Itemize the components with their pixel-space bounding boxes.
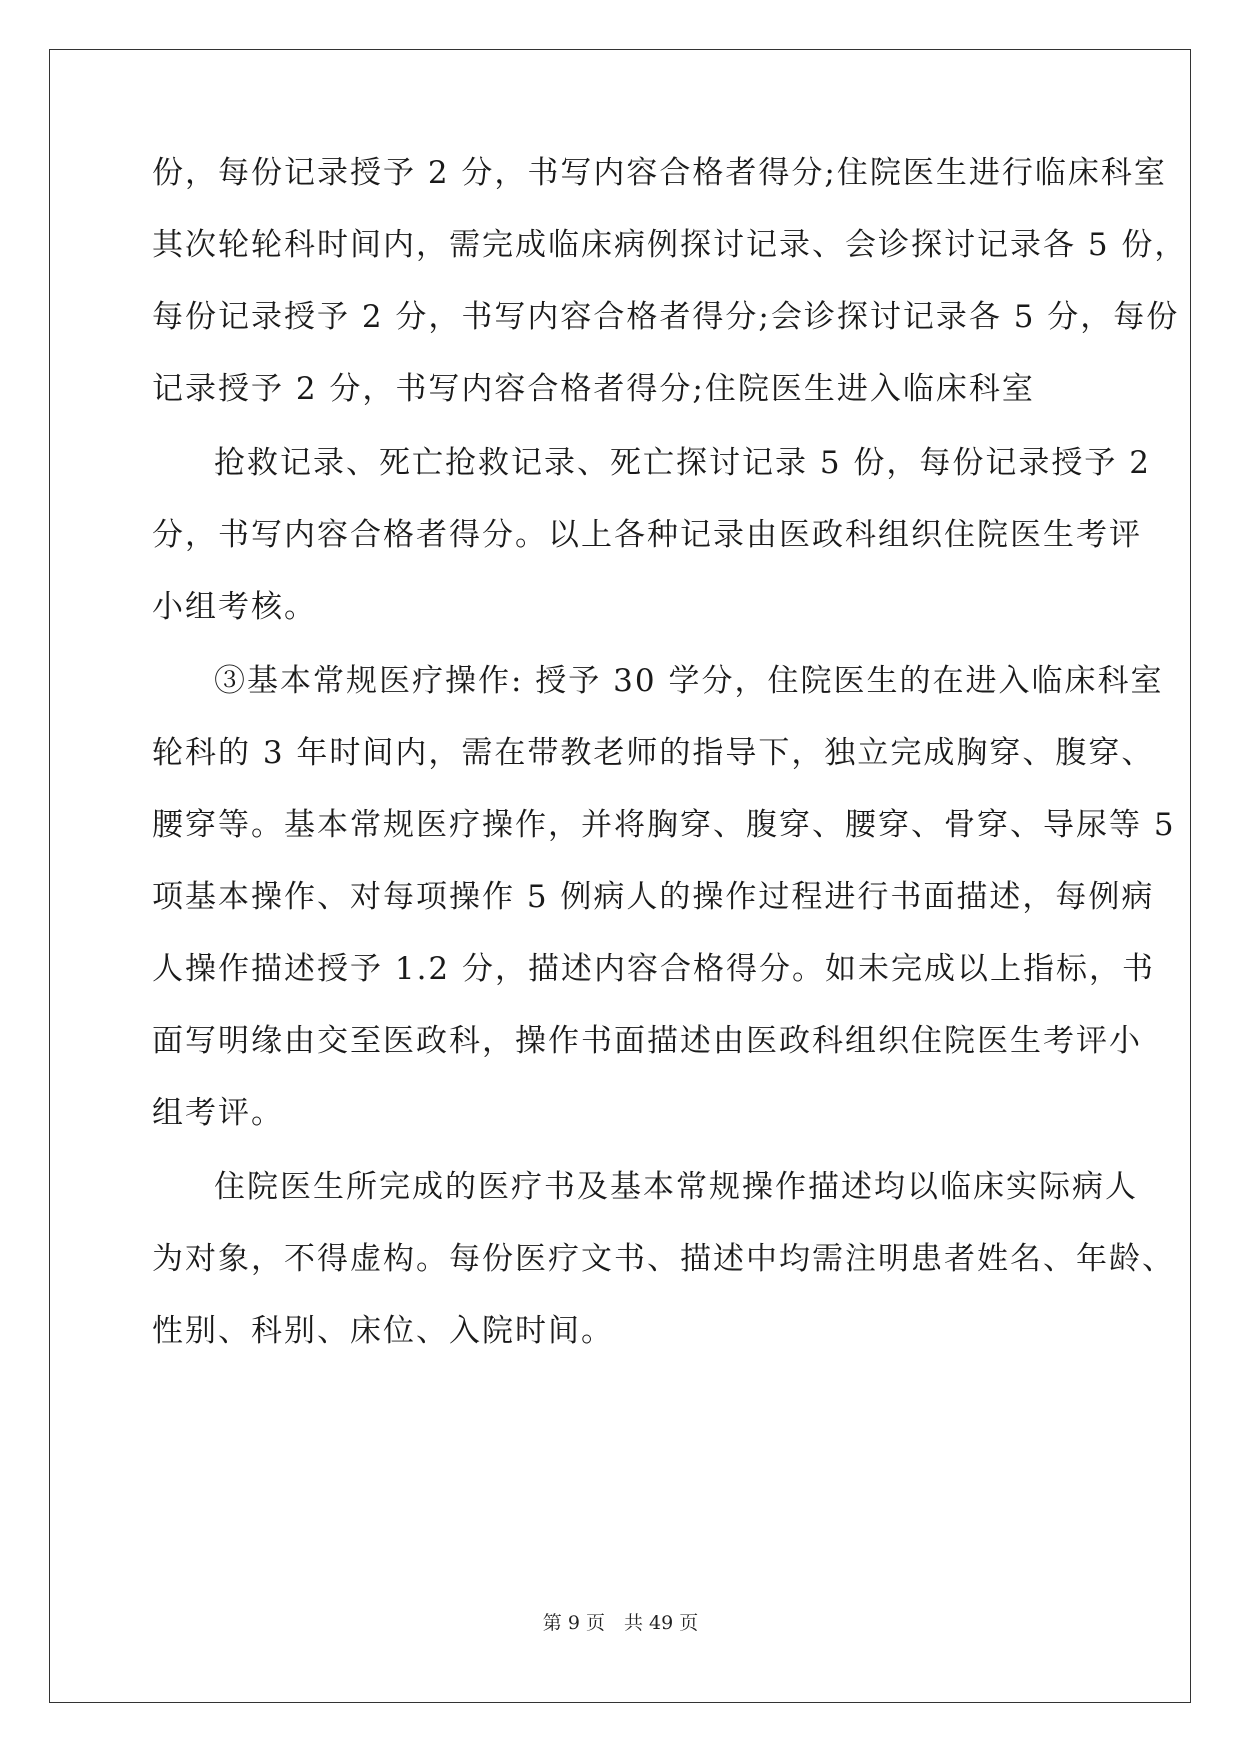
- paragraph-4-line-3: 性别、科别、床位、入院时间。: [152, 1313, 614, 1349]
- paragraph-1-line-3: 每份记录授予 2 分，书写内容合格者得分;会诊探讨记录各 5 分，每份: [152, 299, 1180, 335]
- page-number-footer: 第 9 页 共 49 页: [542, 1612, 699, 1634]
- paragraph-3-line-3: 腰穿等。基本常规医疗操作，并将胸穿、腹穿、腰穿、骨穿、导尿等 5: [152, 807, 1176, 843]
- paragraph-2-line-2: 分，书写内容合格者得分。以上各种记录由医政科组织住院医生考评: [152, 517, 1142, 553]
- paragraph-3-line-7: 组考评。: [152, 1095, 284, 1131]
- paragraph-1-line-2: 其次轮轮科时间内，需完成临床病例探讨记录、会诊探讨记录各 5 份，: [152, 227, 1188, 263]
- paragraph-3-line-6: 面写明缘由交至医政科，操作书面描述由医政科组织住院医生考评小: [152, 1023, 1142, 1059]
- paragraph-4-line-2: 为对象，不得虚构。每份医疗文书、描述中均需注明患者姓名、年龄、: [152, 1241, 1175, 1277]
- paragraph-1-line-1: 份，每份记录授予 2 分，书写内容合格者得分;住院医生进行临床科室: [152, 155, 1167, 191]
- paragraph-2-line-1: 抢救记录、死亡抢救记录、死亡探讨记录 5 份，每份记录授予 2: [214, 445, 1152, 481]
- paragraph-4-line-1: 住院医生所完成的医疗书及基本常规操作描述均以临床实际病人: [214, 1169, 1138, 1205]
- paragraph-2-line-3: 小组考核。: [152, 589, 317, 625]
- paragraph-3-line-4: 项基本操作、对每项操作 5 例病人的操作过程进行书面描述，每例病: [152, 879, 1155, 915]
- paragraph-1-line-4: 记录授予 2 分，书写内容合格者得分;住院医生进入临床科室: [152, 371, 1035, 407]
- paragraph-3-line-2: 轮科的 3 年时间内，需在带教老师的指导下，独立完成胸穿、腹穿、: [152, 735, 1155, 771]
- paragraph-3-line-5: 人操作描述授予 1.2 分，描述内容合格得分。如未完成以上指标，书: [152, 951, 1156, 987]
- paragraph-3-line-1: ③基本常规医疗操作: 授予 30 学分，住院医生的在进入临床科室: [214, 663, 1164, 699]
